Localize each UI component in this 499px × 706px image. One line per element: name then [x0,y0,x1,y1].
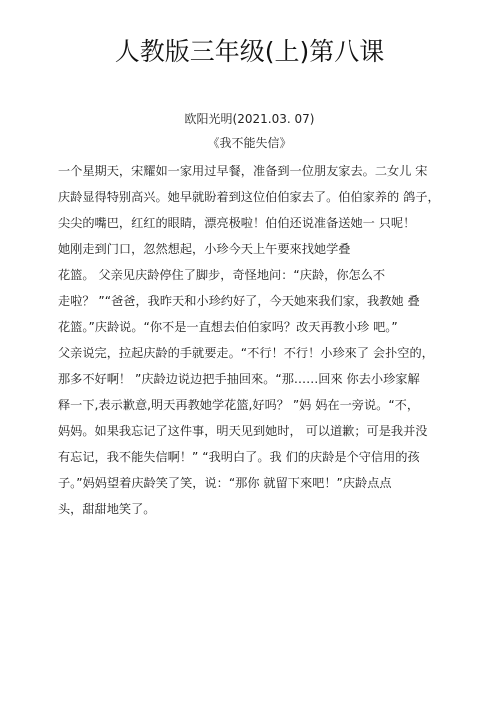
text-line: 走啦？ ”“爸爸，我昨天和小珍约好了，今天她來我们家，我教她 叠 [58,294,420,308]
text-line: 花篮。 父亲见庆龄停住了脚步，奇怪地问：“庆龄，你怎么不 [58,268,386,282]
story-title: 《我不能失信》 [207,136,292,150]
text-line: 那多不好啊！ ”庆龄边说边把手抽回來。“那……回來 你去小珍家解 [58,372,420,386]
text-line: 妈妈。如果我忘记了这件事，明天见到她时， 可以道歉；可是我并没 [58,424,428,438]
document-title: 人教版三年级(上)第八课 [114,37,385,66]
story-body [58,158,446,522]
text-line: 花篮。”庆龄说。“你不是一直想去伯伯家吗？改天再教小珍 吧。” [58,320,398,334]
text-line: 她刚走到门口，忽然想起，小珍今天上午要來找她学叠 [58,242,351,256]
text-line: 庆龄显得特别高兴。她早就盼着到这位伯伯家去了。伯伯家养的 鸽子， [58,190,440,204]
text-line: 头，甜甜地笑了。 [58,502,156,516]
author-date: 欧阳光明(2021.03. 07) [184,112,315,126]
text-line: 一个星期天，宋耀如一家用过早餐，准备到一位朋友家去。二女儿 宋 [58,164,428,178]
text-line: 尖尖的嘴巴，红红的眼睛，漂亮极啦！伯伯还说准备送她一 只呢！ [58,216,416,230]
text-line: 父亲说完，拉起庆龄的手就要走。“不行！不行！小珍來了 会扑空的， [58,346,434,360]
text-line: 子。”妈妈望着庆龄笑了笑，说：“那你 就留下來吧！”庆龄点点 [58,476,392,490]
text-line: 释一下,表示歉意,明天再教她学花篮,好吗？ ”妈 妈在一旁说。“不， [58,398,420,412]
text-line: 有忘记，我不能失信啊！” “我明白了。我 们的庆龄是个守信用的孩 [58,450,420,464]
